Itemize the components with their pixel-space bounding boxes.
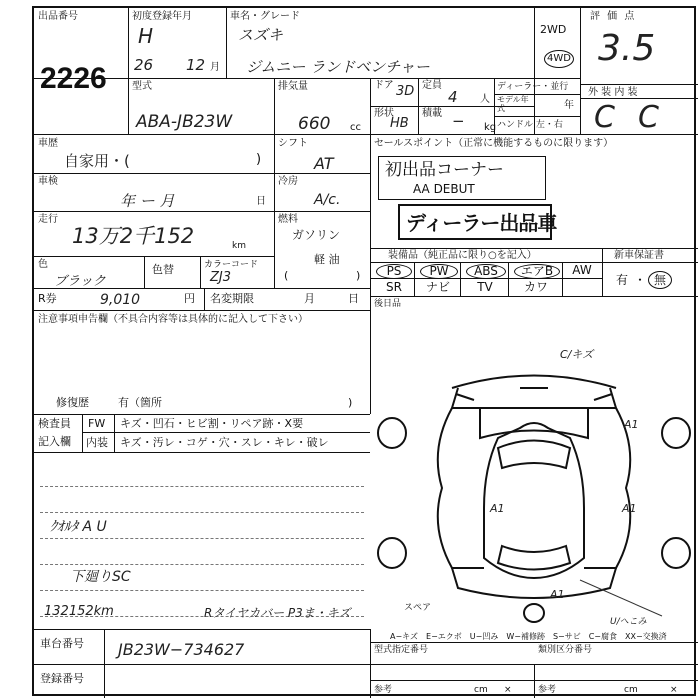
rule: [114, 414, 115, 452]
debut-stamp: [378, 156, 546, 200]
score-value: 3.5: [598, 28, 656, 69]
equip-navi: ナビ: [425, 280, 450, 294]
fuel: ガソリン: [292, 228, 341, 242]
mark-a1-right-front: A1: [624, 418, 639, 431]
fuel-paren-close: ): [356, 269, 361, 282]
equip-sr: SR: [386, 280, 402, 294]
repair-close: ): [348, 396, 353, 409]
equip-leather: カワ: [523, 280, 548, 294]
color-change-label: 色替: [152, 263, 174, 276]
mileage-unit: km: [232, 241, 246, 251]
warranty-yes: 有: [616, 273, 629, 287]
registration-label: 登録番号: [40, 672, 84, 685]
category-label: 類別区分番号: [538, 645, 593, 655]
lot-label: 出品番号: [38, 11, 78, 22]
equip-tv: TV: [477, 280, 493, 294]
equip-aw: AW: [572, 263, 592, 277]
rule: [414, 262, 415, 296]
dealer-label: ディーラー・並行: [497, 82, 569, 92]
rule: [128, 8, 129, 134]
load-unit: kg: [484, 122, 497, 133]
mark-a1-right: A1: [622, 502, 637, 515]
inspector-sub-label: 記入欄: [38, 435, 71, 448]
doors: 3D: [396, 84, 415, 99]
rear-bumper: [452, 568, 616, 598]
rule: [128, 78, 580, 79]
first-reg-month-unit: 月: [210, 62, 220, 73]
name-change-month: 月: [304, 292, 315, 305]
front-bumper-lower: [452, 388, 616, 408]
writing-line: [40, 590, 364, 591]
rule: [82, 414, 83, 452]
front-bumper: [452, 376, 616, 389]
interior-items: キズ・汚レ・コゲ・穴・スレ・キレ・破レ: [120, 436, 329, 449]
type-designation-label: 型式指定番号: [374, 645, 429, 655]
spare-tyre: [524, 604, 544, 622]
warranty-no-circled: 無: [648, 271, 672, 289]
fw-items: キズ・凹石・ヒビ割・リペア跡・X要: [120, 417, 304, 430]
recycle-unit: 円: [184, 292, 195, 305]
first-reg-year: 26: [134, 56, 154, 74]
rule: [226, 8, 227, 78]
aircon-label: 冷房: [278, 176, 298, 187]
mark-a1-left: A1: [490, 502, 505, 515]
inspection-label: 車検: [38, 176, 58, 187]
equip-abs: ABS: [466, 264, 506, 279]
color-label: 色: [38, 259, 48, 270]
rule: [274, 78, 275, 134]
warranty-label: 新車保証書: [614, 250, 664, 261]
mark-c-kizu: C/キズ: [560, 348, 594, 361]
rule: [82, 432, 370, 433]
chassis-number: JB23W−734627: [118, 640, 245, 659]
rule: [370, 262, 698, 263]
warranty-sep: ・: [634, 273, 647, 287]
shift-label: シフト: [278, 138, 308, 149]
rule: [370, 629, 371, 698]
equip-airbag: エアB: [514, 264, 560, 279]
repair-value: 有（箇所: [118, 396, 162, 409]
rear-items-label: 後日品: [374, 299, 402, 309]
chassis-label: 車台番号: [40, 637, 84, 650]
lot-number: 2226: [40, 62, 107, 95]
times-label-1: ×: [504, 685, 512, 695]
writing-line: [40, 512, 364, 513]
capacity-unit: 人: [480, 94, 490, 105]
fuel-light-oil: 軽 油: [314, 253, 340, 266]
color-code: ZJ3: [210, 270, 232, 285]
damage-legend: A−キズ E−エクボ U−凹み W−補修跡 S−サビ C−腐食 XX−交換済: [390, 632, 667, 641]
times-label-2: ×: [670, 685, 678, 695]
capacity-label: 定員: [422, 80, 442, 91]
model-year-label: モデル年式: [497, 95, 529, 113]
displacement-unit: cc: [350, 122, 361, 133]
inspector-note-1: ｸｵﾙﾀ A U: [50, 519, 107, 535]
score-label: 評 価 点: [590, 11, 637, 22]
equipment-label: 装備品（純正品に限り○を記入）: [388, 250, 537, 261]
interior-tag: 内装: [86, 436, 108, 449]
handle-label: ハンドル 左・右: [497, 120, 563, 130]
inspector-note-3: 132152km: [44, 604, 114, 619]
ref-label-2: 参考: [538, 685, 557, 695]
rule: [104, 629, 105, 698]
rule: [34, 664, 698, 665]
rule: [562, 262, 563, 296]
writing-line: [40, 564, 364, 565]
mark-pointer: U/へこみ: [610, 617, 647, 627]
rule: [460, 262, 461, 296]
rule: [370, 248, 698, 249]
name-change-label: 名変期限: [210, 292, 254, 305]
load-label: 積載: [422, 108, 442, 119]
rule: [34, 211, 370, 212]
mileage-label: 走行: [38, 214, 58, 225]
capacity: 4: [448, 88, 458, 106]
rule: [204, 288, 205, 310]
first-reg-month: 12: [186, 56, 206, 74]
rule: [494, 116, 580, 117]
interior-grade: C: [638, 100, 659, 135]
fuel-label: 燃料: [278, 214, 298, 225]
maker-grade-label: 車名・グレード: [230, 11, 300, 22]
exterior-grade: C: [594, 100, 615, 135]
debut-english-text: AA DEBUT: [413, 182, 475, 196]
sales-point-label: セールスポイント（正常に機能するものに限ります）: [374, 138, 614, 149]
model-code: ABA-JB23W: [136, 112, 233, 132]
fw-tag: FW: [88, 417, 106, 430]
recycle-label: R券: [38, 292, 57, 305]
rule: [534, 664, 535, 698]
history-label: 車歴: [38, 138, 58, 149]
first-reg-label: 初度登録年月: [132, 11, 192, 22]
dealer-stamp-text: ディーラー出品車: [406, 211, 557, 235]
rule: [34, 173, 370, 174]
rule: [34, 256, 274, 257]
inspector-label: 検査員: [38, 417, 71, 430]
cm-label-1: cm: [474, 685, 488, 695]
ref-label-1: 参考: [374, 685, 393, 695]
history-value: 自家用・(: [64, 152, 130, 170]
displacement: 660: [298, 114, 331, 134]
inspector-note-2: 下廻りSC: [70, 569, 131, 585]
name-change-day: 日: [348, 292, 359, 305]
rule: [34, 310, 370, 311]
mileage: 13万2千152: [72, 224, 195, 248]
drive-4wd-circled: 4WD: [544, 50, 574, 68]
color: ブラック: [54, 274, 106, 289]
first-reg-era: H: [138, 24, 154, 48]
cm-label-2: cm: [624, 685, 638, 695]
inspector-note-4: Rタイヤカバー P3ま・キズ: [204, 606, 351, 620]
rule: [580, 8, 581, 134]
equip-pw: PW: [420, 264, 458, 279]
dealer-stamp: [398, 204, 557, 240]
writing-line: [40, 538, 364, 539]
rule: [34, 414, 370, 415]
repair-label: 修復歴: [56, 396, 89, 409]
equip-ps: PS: [376, 264, 412, 279]
notes-label: 注意事項申告欄（不具合内容等は具体的に記入して下さい）: [38, 314, 308, 325]
inspection-value: 年 ー 月: [120, 192, 175, 210]
model-year-unit: 年: [564, 100, 574, 111]
rule: [144, 256, 145, 288]
auction-sheet: [32, 6, 696, 696]
rule: [602, 248, 603, 296]
shape: HB: [390, 116, 409, 131]
spare-label: スペア: [404, 603, 432, 613]
load: −: [452, 112, 465, 130]
model-code-label: 型式: [132, 81, 152, 92]
debut-corner-text: 初出品コーナー: [385, 160, 504, 180]
ext-int-label: 外 装 内 装: [588, 87, 638, 98]
rule: [508, 262, 509, 296]
mark-a1-rear: A1: [550, 588, 565, 601]
color-code-label: カラーコード: [204, 260, 259, 270]
rule: [580, 84, 698, 85]
shape-label: 形状: [374, 108, 394, 119]
shift: AT: [314, 154, 334, 173]
maker-name: スズキ: [238, 26, 284, 44]
displacement-label: 排気量: [278, 81, 308, 92]
writing-line: [40, 486, 364, 487]
rule: [200, 256, 201, 288]
model-name: ジムニー ランドベンチャー: [246, 58, 430, 76]
recycle-fee: 9,010: [100, 292, 141, 308]
rule: [34, 629, 370, 630]
rule: [370, 296, 698, 297]
inspection-day: 日: [256, 196, 266, 207]
history-close: ): [256, 152, 262, 167]
fuel-paren-open: (: [284, 269, 289, 282]
rule: [34, 452, 370, 453]
car-condition-diagram: [370, 308, 698, 628]
drive-2wd: 2WD: [540, 23, 567, 36]
doors-label: ドア: [374, 80, 394, 91]
aircon: A/c.: [314, 192, 341, 208]
